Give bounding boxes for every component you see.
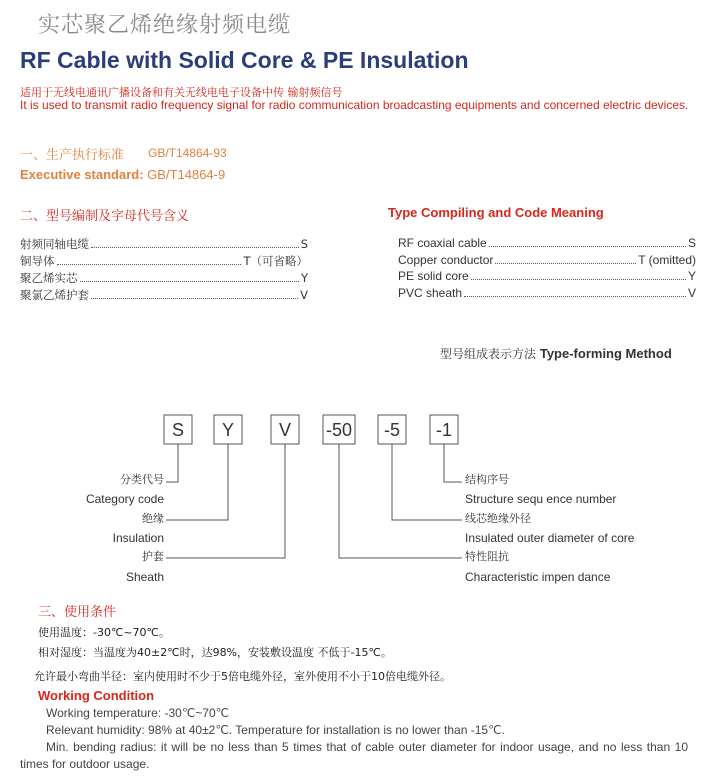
code-name: 射频同轴电缆 bbox=[20, 237, 89, 251]
code-letter: V bbox=[687, 285, 696, 300]
intro-en: It is used to transmit radio frequency signal for radio communication broadcasting equipments and concerned electric devices. bbox=[20, 98, 689, 112]
exec-standard-label: Executive standard: bbox=[20, 167, 144, 182]
condition-line-cn: 允许最小弯曲半径：室内使用时不少于5倍电缆外径，室外使用不小于10倍电缆外径。 bbox=[34, 670, 451, 683]
label-sheath-cn: 护套 bbox=[142, 550, 164, 563]
box-label: S bbox=[171, 420, 185, 440]
box-label: V bbox=[278, 420, 292, 440]
code-letter: Y bbox=[687, 269, 696, 283]
condition-line-cn: 使用温度：-30℃~70℃。 bbox=[38, 626, 170, 639]
section3-title-cn: 三、使用条件 bbox=[38, 605, 117, 620]
section1-standard: GB/T14864-93 bbox=[148, 146, 227, 160]
label-sequence-cn: 结构序号 bbox=[465, 473, 509, 486]
label-category-en: Category code bbox=[85, 492, 164, 506]
working-condition-title: Working Condition bbox=[38, 688, 155, 703]
box-label: -5 bbox=[383, 420, 401, 440]
connector-sequence bbox=[444, 444, 462, 482]
code-letter: T（可省略） bbox=[243, 254, 308, 268]
box-label: -1 bbox=[435, 420, 453, 440]
code-name: RF coaxial cable bbox=[398, 236, 487, 250]
code-name: 聚氯乙烯护套 bbox=[20, 288, 89, 302]
exec-standard-value: GB/T14864-9 bbox=[147, 167, 226, 182]
code-letter: T (omitted) bbox=[638, 252, 696, 267]
code-name: Copper conductor bbox=[398, 252, 494, 267]
label-sheath-en: Sheath bbox=[125, 570, 164, 584]
code-letter: S bbox=[687, 236, 696, 250]
intro-cn: 适用于无线电通讯广播设备和有关无线电电子设备中传 输射频信号 bbox=[20, 86, 343, 99]
section2-title-cn: 二、型号编制及字母代号含义 bbox=[20, 209, 190, 224]
condition-list-en bbox=[20, 705, 688, 773]
box-label: Y bbox=[221, 420, 235, 440]
diagram-lines bbox=[164, 415, 462, 558]
label-core-diameter-cn: 线芯绝缘外径 bbox=[465, 512, 531, 525]
code-name: PVC sheath bbox=[398, 285, 463, 300]
code-letter: Y bbox=[300, 271, 308, 285]
label-impedance-cn: 特性阻抗 bbox=[465, 550, 509, 563]
code-name: PE solid core bbox=[398, 269, 469, 283]
page-title-en: RF Cable with Solid Core & PE Insulation bbox=[20, 47, 469, 73]
code-letter: V bbox=[300, 288, 308, 302]
code-letter: S bbox=[300, 237, 308, 251]
code-name: 聚乙烯实芯 bbox=[20, 271, 78, 285]
condition-line-cn: 相对湿度：当温度为40±2℃时，达98%，安装敷设温度 不低于-15℃。 bbox=[38, 646, 392, 659]
box-label: -50 bbox=[325, 420, 353, 440]
condition-line-en: Working temperature: -30℃~70℃ bbox=[46, 706, 230, 720]
page-title-cn: 实芯聚乙烯绝缘射频电缆 bbox=[38, 13, 292, 38]
section2-title-en: Type Compiling and Code Meaning bbox=[388, 205, 604, 220]
connector-sheath bbox=[166, 444, 285, 558]
condition-line-en: Min. bending radius: it will be no less than 5 times that of cable outer diameter for indoor usage, and no less than 10 times for outdoor usage. bbox=[20, 740, 688, 771]
label-core-diameter-en: Insulated outer diameter of core bbox=[465, 531, 635, 545]
type-forming-caption-cn: 型号组成表示方法 bbox=[440, 347, 537, 361]
label-sequence-en: Structure sequ ence number bbox=[465, 492, 617, 506]
label-category-cn: 分类代号 bbox=[120, 473, 164, 486]
section1-title-cn: 一、生产执行标准 bbox=[20, 148, 125, 163]
type-forming-caption-en: Type-forming Method bbox=[539, 346, 672, 361]
label-impedance-en: Characteristic impen dance bbox=[465, 570, 611, 584]
label-insulation-en: Insulation bbox=[112, 531, 164, 545]
code-name: 铜导体 bbox=[20, 254, 55, 268]
condition-line-en: Relevant humidity: 98% at 40±2℃. Temperature for installation is no lower than -15℃. bbox=[46, 723, 505, 737]
label-insulation-cn: 绝缘 bbox=[142, 512, 164, 525]
connector-category bbox=[166, 444, 178, 482]
